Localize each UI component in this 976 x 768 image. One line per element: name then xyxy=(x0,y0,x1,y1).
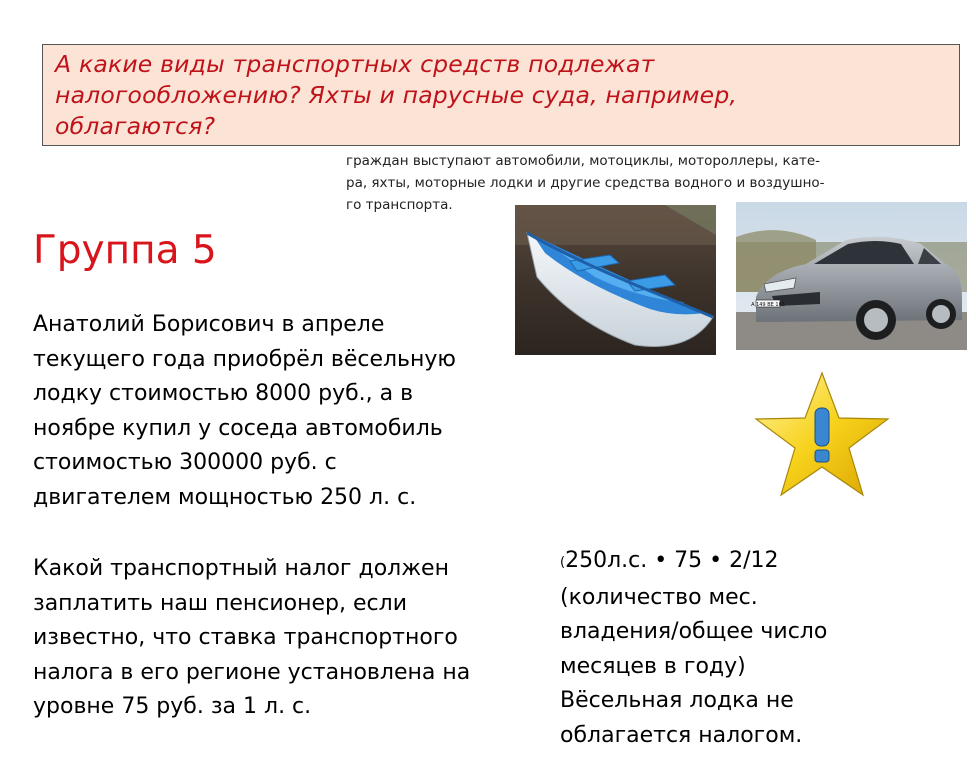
task-line: стоимостью 300000 руб. с xyxy=(33,450,337,475)
car-photo xyxy=(736,202,967,350)
license-plate: А 149 ВЕ 163 xyxy=(751,302,785,308)
task-line: Какой транспортный налог должен xyxy=(33,556,449,581)
task-line: заплатить наш пенсионер, если xyxy=(33,590,407,616)
task-paragraph-2 xyxy=(33,552,503,725)
task-line: налога в его регионе установлена на xyxy=(33,659,471,685)
exclamation-star-icon xyxy=(752,370,892,500)
answer-text xyxy=(560,544,900,753)
answer-line xyxy=(560,544,900,581)
excerpt-line: граждан выступают автомобили, мотоциклы, мотороллеры, кате- xyxy=(346,153,821,169)
answer-line: облагается налогом. xyxy=(560,722,803,748)
question-line: налогообложению? Яхты и парусные суда, например, xyxy=(55,81,738,109)
rowing-boat-photo xyxy=(515,205,716,355)
answer-line: владения/общее число xyxy=(560,619,828,644)
task-line: известно, что ставка транспортного xyxy=(33,625,458,650)
task-line: уровне 75 руб. за 1 л. с. xyxy=(33,694,312,719)
task-line: лодку стоимостью 8000 руб., а в xyxy=(33,381,414,406)
question-box xyxy=(42,44,960,146)
task-paragraph-1 xyxy=(33,308,503,515)
task-line: Анатолий Борисович в апреле xyxy=(33,312,385,337)
task-line: текущего года приобрёл вёсельную xyxy=(33,346,456,372)
group-title: Группа 5 xyxy=(33,228,217,273)
answer-line: месяцев в году) xyxy=(560,653,746,679)
task-line: ноябре купил у соседа автомобиль xyxy=(33,415,443,441)
open-paren: ( xyxy=(560,555,566,570)
excerpt-line: го транспорта. xyxy=(346,197,453,213)
task-line: двигателем мощностью 250 л. с. xyxy=(33,484,417,510)
question-line: А какие виды транспортных средств подлежат xyxy=(55,50,655,78)
answer-line: Вёсельная лодка не xyxy=(560,688,794,713)
rowing-boat-icon xyxy=(515,205,716,355)
excerpt-line: ра, яхты, моторные лодки и другие средства водного и воздушно- xyxy=(346,175,825,191)
question-text xyxy=(55,49,947,142)
answer-line: (количество мес. xyxy=(560,584,758,610)
car-icon xyxy=(736,202,967,350)
question-line: облагаются? xyxy=(55,112,216,140)
formula: 250л.с. • 75 • 2/12 xyxy=(565,548,779,573)
